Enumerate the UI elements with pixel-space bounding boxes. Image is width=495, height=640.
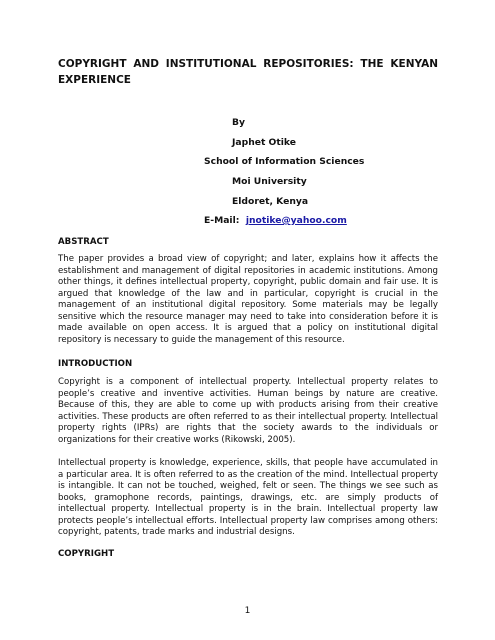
intro-paragraph-1: Copyright is a component of intellectual property. Intellectual property relates to people’s creative and inventive activities. Human beings by nature are creative. Because of this, they are able to come up with products arising from their creative activities. These products are often referred to as their intellectual property. Intellectual property rights (IPRs) are rights that the society awards to the individuals or organizations for their creative works (Rikowski, 2005).: [58, 377, 438, 445]
author-email-line: [204, 215, 347, 227]
introduction-heading: INTRODUCTION: [58, 359, 133, 369]
email-link[interactable]: jnotike@yahoo.com: [245, 215, 347, 226]
author-location: Eldoret, Kenya: [232, 196, 309, 207]
copyright-heading: COPYRIGHT: [58, 549, 115, 559]
intro-paragraph-2: Intellectual property is knowledge, experience, skills, that people have accumulated in a particular area. It is often referred to as the creation of the mind. Intellectual property is intangible. It can not be touched, weighed, felt or seen. The things we see such as books, gramophone records, paintings, drawings, etc. are simply products of intellectual property. Intellectual property is in the brain. Intellectual property law protects people’s intellectual efforts. Intellectual property law comprises among others: copyright, patents, trade marks and industrial designs.: [58, 458, 438, 537]
author-university: Moi University: [232, 176, 307, 187]
abstract-text: The paper provides a broad view of copyright; and later, explains how it affects the establishment and management of digital repositories in academic institutions. Among other things, it defines intellectual property, copyright, public domain and fair use. It is argued that knowledge of the law and in particular, copyright is crucial in the management of an institutional digital repository. Some materials may be legally sensitive which the resource manager may need to take into consideration before it is made available on open access. It is argued that a policy on institutional digital repository is necessary to guide the management of this resource.: [58, 254, 438, 345]
document-title: COPYRIGHT AND INSTITUTIONAL REPOSITORIES: THE KENYAN EXPERIENCE: [58, 58, 438, 86]
author-name: Japhet Otike: [232, 137, 297, 148]
page-number: 1: [244, 606, 251, 616]
abstract-heading: ABSTRACT: [58, 237, 109, 247]
author-school: School of Information Sciences: [204, 156, 365, 167]
byline-by: By: [232, 117, 245, 128]
email-label: E-Mail:: [204, 215, 240, 226]
